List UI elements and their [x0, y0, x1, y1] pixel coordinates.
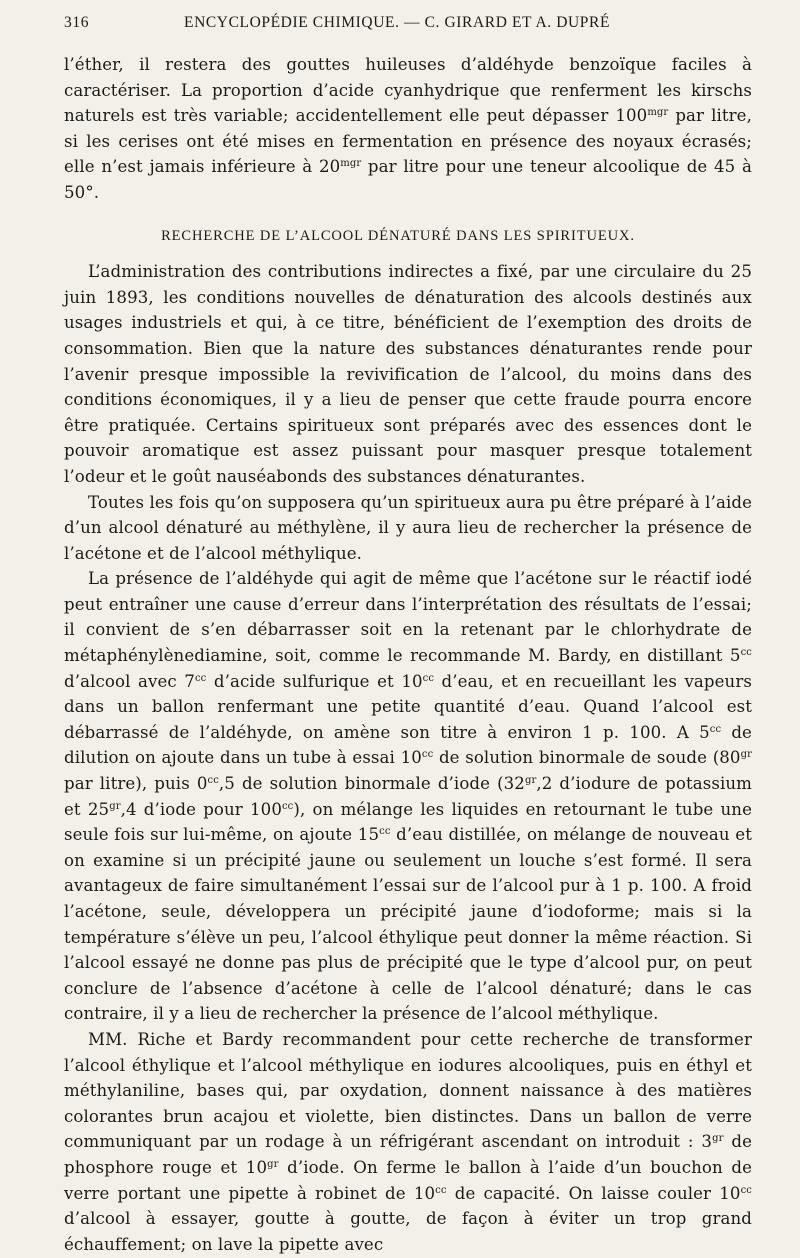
- page-number: 316: [64, 14, 90, 31]
- running-head: [64, 14, 752, 40]
- section-paragraphs: [64, 259, 752, 1257]
- intro-paragraphs: [64, 52, 752, 206]
- paragraph: La présence de l’aldéhyde qui agit de même que l’acétone sur le réactif iodé peut entraîner une cause d’erreur dans l’interprétation des résultats de l’essai; il convient de s’en débarrasser soit en la retenant par le chlorhydrate de métaphénylènediamine, soit, comme le recommande M. Bardy, en distillant $5^{cc}$ d’alcool avec $7^{cc}$ d’acide sulfurique et $10^{cc}$ d’eau, et en recueillant les vapeurs dans un ballon renfermant une petite quantité d’eau. Quand l’alcool est débarrassé de l’aldéhyde, on amène son titre à environ 1 p. 100. A $5^{cc}$ de dilution on ajoute dans un tube à essai $10^{cc}$ de solution binormale de soude ($80^{gr}$ par litre), puis $0^{cc},5$ de solution binormale d’iode ($32^{gr},2$ d’iodure de potassium et $25^{gr},4$ d’iode pour $100^{cc}$), on mélange les liquides en retournant le tube une seule fois sur lui-même, on ajoute $15^{cc}$ d’eau distillée, on mélange de nouveau et on examine si un précipité jaune ou seulement un louche s’est formé. Il sera avantageux de faire simultanément l’essai sur de l’alcool pur à 1 p. 100. A froid l’acétone, seule, développera un précipité jaune d’iodoforme; mais si la température s’élève un peu, l’alcool éthylique peut donner la même réaction. Si l’alcool essayé ne donne pas plus de précipité que le type d’alcool pur, on peut conclure de l’absence d’acétone à celle de l’alcool dénaturé; dans le cas contraire, il y a lieu de rechercher la présence de l’alcool méthylique.: [64, 569, 753, 1024]
- running-title: ENCYCLOPÉDIE CHIMIQUE. — C. GIRARD ET A. DUPRÉ: [184, 14, 611, 31]
- paragraph: Toutes les fois qu’on supposera qu’un spiritueux aura pu être préparé à l’aide d’un alcool dénaturé au méthylène, il y aura lieu de rechercher la présence de l’acétone et de l’alcool méthylique.: [64, 492, 752, 563]
- section-heading: RECHERCHE DE L’ALCOOL DÉNATURÉ DANS LES SPIRITUEUX.: [161, 227, 635, 244]
- body-text: [64, 52, 752, 1257]
- paragraph: L’administration des contributions indirectes a fixé, par une circulaire du 25 juin 1893, les conditions nouvelles de dénaturation des alcools destinés aux usages industriels et qui, à ce titre, bénéficient de l’exemption des droits de consommation. Bien que la nature des substances dénaturantes rende pour l’avenir presque impossible la revivification de l’alcool, du moins dans des conditions économiques, il y a lieu de penser que cette fraude pourra encore être pratiquée. Certains spiritueux sont préparés avec des essences dont le pouvoir aromatique est assez puissant pour masquer presque totalement l’odeur et le goût nauséabonds des substances dénaturantes.: [64, 262, 752, 486]
- paragraph: l’éther, il restera des gouttes huileuses d’aldéhyde benzoïque faciles à caractériser. La proportion d’acide cyanhydrique que renferment les kirschs naturels est très variable; accidentellement elle peut dépasser $100^{mgr}$ par litre, si les cerises ont été mises en fermentation en présence des noyaux écrasés; elle n’est jamais inférieure à $20^{mgr}$ par litre pour une teneur alcoolique de 45 à 50°.: [64, 55, 752, 202]
- paragraph: MM. Riche et Bardy recommandent pour cette recherche de transformer l’alcool éthylique et l’alcool méthylique en iodures alcooliques, puis en éthyl et méthylaniline, bases qui, par oxydation, donnent naissance à des matières colorantes brun acajou et violette, bien distinctes. Dans un ballon de verre communiquant par un rodage à un réfrigérant ascendant on introduit : $3^{gr}$ de phosphore rouge et $10^{gr}$ d’iode. On ferme le ballon à l’aide d’un bouchon de verre portant une pipette à robinet de $10^{cc}$ de capacité. On laisse couler $10^{cc}$ d’alcool à essayer, goutte à goutte, de façon à éviter un trop grand échauffement; on lave la pipette avec: [64, 1029, 752, 1254]
